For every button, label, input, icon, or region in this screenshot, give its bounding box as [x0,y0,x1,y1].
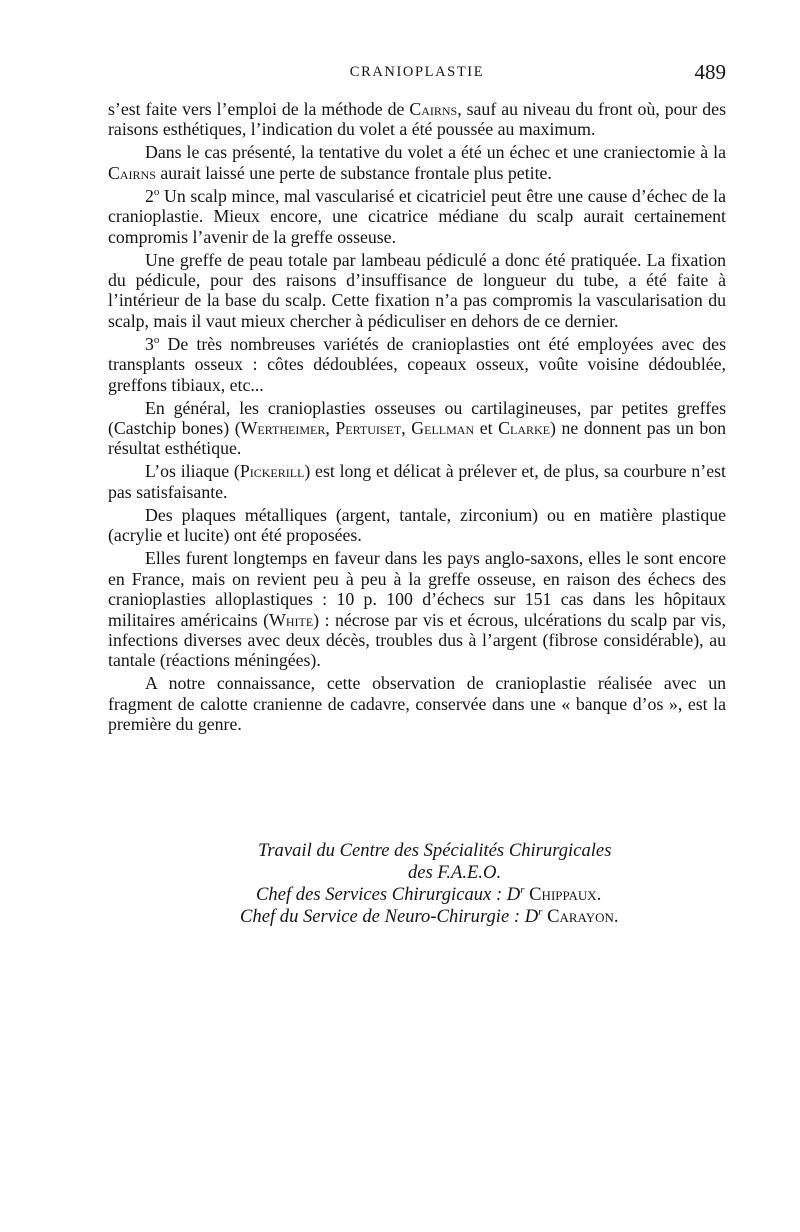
paragraph [108,142,726,183]
text-run: s’est faite vers l’emploi de la méthode de [108,99,410,119]
text-run: et [474,418,499,439]
author-name: Pertuiset [335,418,402,439]
text-run: 3 [145,333,154,354]
text-run: Des plaques métalliques (argent, tantale, zirconium) ou en matière plastique (acrylie et lucite) ont été proposées. [108,504,726,546]
text-run: En général, les cranioplasties osseuses ou cartilagineuses, par petites greffes (Castchip bones) ( [108,397,726,439]
text-run: aurait laissé une perte de substance frontale plus petite. [155,162,552,183]
paragraph [108,673,726,734]
author-name: Clarke [498,418,550,439]
text-run: De très nombreuses variétés de cranioplasties ont été employées avec des transplants osseux : côtes dédoublées, copeaux osseux, voûte voisine dédoublée, greffons tibiaux, etc... [108,333,726,395]
text-run: , [401,418,412,439]
text-run: Une greffe de peau totale par lambeau pédiculé a donc été pratiquée. La fixation du pédicule, pour des raisons d’insuffisance de longueur du tube, a été faite à l’intérieur de la base du scalp. Cette fixation n’a pas compromis la vascularisation du scalp, mais il vaut mieux chercher à pédiculiser en dehors de ce dernier. [108,249,726,331]
credit-line-4 [108,906,726,928]
running-head: CRANIOPLASTIE [349,64,485,80]
paragraph [108,505,726,546]
credit-line-3 [108,884,726,906]
page-number: 489 [694,60,726,84]
text-run: Un scalp mince, mal vascularisé et cicatriciel peut être une cause d’échec de la cranioplastie. Mieux encore, une cicatrice médiane du scalp aurait certainement compromis l’avenir de la greffe osseuse. [108,185,726,247]
credit-line-3-name: Chippaux. [524,884,602,905]
credit-line-4-role: Chef du Service de Neuro-Chirurgie : D [240,906,539,927]
page-header [108,60,726,86]
paragraph [108,250,726,332]
author-name: Cairns [409,99,458,119]
text-run: A notre connaissance, cette observation de cranioplastie réalisée avec un fragment de calotte cranienne de cadavre, conservée dans une « banque d’os », est la première du genre. [108,673,726,735]
ordinal-sup: o [153,333,160,346]
credit-line-2: des F.A.E.O. [408,862,502,883]
text-run: , [325,418,336,439]
author-name: White [269,609,314,630]
text-run: ) est long et délicat à prélever et, de plus, sa courbure n’est pas satisfaisante. [108,461,726,502]
text-run: Dans le cas présenté, la tentative du volet a été un échec et une craniectomie à la [145,142,726,163]
text-run: ) ne donnent pas un bon résultat esthétique. [108,418,727,459]
paragraph [108,334,726,395]
text-run: , sauf au niveau du front où, pour des raisons esthétiques, l’indication du volet a été poussée au maximum. [108,99,726,140]
paragraph [108,548,726,670]
author-name: Wertheimer [240,418,326,439]
credit-line-3-sup: r [520,883,525,896]
ordinal-sup: o [153,185,160,198]
text-run: 2 [145,185,154,206]
text-run: Elles furent longtemps en faveur dans les pays anglo-saxons, elles le sont encore en France, mais on revient peu à peu à la greffe osseuse, en raison des échecs des cranioplasties alloplastiques : 10 p. 100 d’échecs sur 151 cas dans les hôpitaux militaires américains ( [108,548,726,630]
paragraph [108,398,726,459]
author-name: Gellman [411,418,475,439]
credit-line-4-sup: r [538,905,543,918]
text-run: ) : nécrose par vis et écrous, ulcérations du scalp par vis, infections diverses avec deux décès, troubles dus à l’argent (fibrose considérable), au tantale (réactions méningées). [108,609,726,671]
credit-line-4-name: Carayon. [542,906,619,927]
author-name: Pickerill [239,461,305,482]
paragraph [108,186,726,247]
paragraph [108,99,726,140]
credit-line-1: Travail du Centre des Spécialités Chirurgicales [258,840,612,861]
text-run: L’os iliaque ( [145,461,240,482]
body-text [108,99,726,737]
credit-line-3-role: Chef des Services Chirurgicaux : D [256,884,521,905]
paragraph [108,461,726,502]
author-name: Cairns [108,162,156,183]
credits-block [108,840,726,928]
